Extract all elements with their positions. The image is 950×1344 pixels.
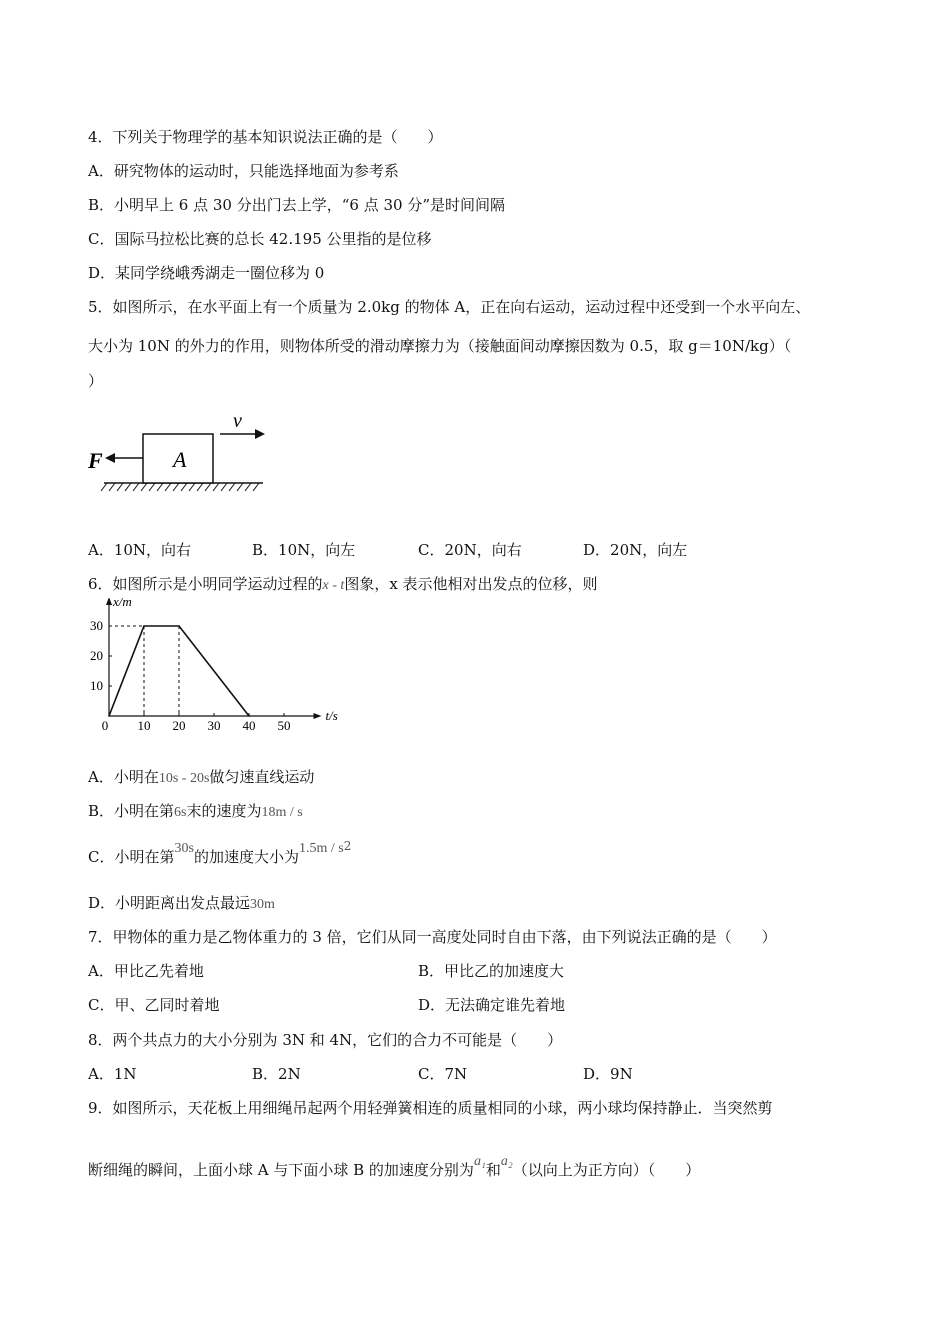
- q8-stem: 8．两个共点力的大小分别为 3N 和 4N，它们的合力不可能是（ ）: [88, 1031, 563, 1049]
- q6-option-b: [88, 801, 303, 823]
- q4-option-b: B．小明早上 6 点 30 分出门去上学，“6 点 30 分”是时间间隔: [88, 196, 505, 214]
- x-tick-label: 30: [207, 718, 221, 733]
- q8-option-d: D．9N: [583, 1065, 633, 1083]
- q6-option-b-value: 18m / s: [261, 805, 303, 820]
- xt-data-point: [143, 625, 145, 627]
- q9-stem-line1: 9．如图所示，天花板上用细绳吊起两个用轻弹簧相连的质量相同的小球，两小球均保持静止．当突然剪: [88, 1099, 773, 1117]
- q9-stem-line2-pre: 断细绳的瞬间，上面小球 A 与下面小球 B 的加速度分别为: [88, 1161, 474, 1179]
- force-label: F: [88, 448, 103, 473]
- q6-stem-symbol: x - t: [322, 578, 345, 593]
- y-tick-label: 10: [90, 678, 103, 693]
- q6-option-a-text: A．小明在: [88, 768, 159, 786]
- q5-stem-line3: ）: [88, 372, 104, 390]
- q8-option-b: B．2N: [252, 1065, 301, 1083]
- velocity-label: v: [233, 410, 242, 432]
- q5-stem-line1: 5．如图所示，在水平面上有一个质量为 2.0kg 的物体 A，正在向右运动，运动过程中还受到一个水平向左、: [88, 298, 811, 316]
- q4-option-c: C．国际马拉松比赛的总长 42.195 公里指的是位移: [88, 230, 432, 248]
- x-axis-label: t/s: [325, 708, 338, 723]
- q7-stem: 7．甲物体的重力是乙物体重力的 3 倍，它们从同一高度处同时自由下落，由下列说法正确的是（ ）: [88, 928, 777, 946]
- q6-option-c-text: C．小明在第: [88, 848, 175, 866]
- q6-option-d-symbol: 30m: [250, 897, 275, 912]
- block-a-label: A: [173, 447, 187, 472]
- q9-stem-line2: [88, 1154, 701, 1182]
- q8-option-c: C．7N: [418, 1065, 468, 1083]
- q8-option-a: A．1N: [88, 1065, 137, 1083]
- q7-option-b: B．甲比乙的加速度大: [418, 962, 565, 980]
- x-tick-label: 0: [101, 718, 109, 733]
- q5-option-b: B．10N，向左: [252, 541, 356, 559]
- y-tick-label: 30: [90, 618, 103, 633]
- q6-option-a-symbol: 10s - 20s: [158, 771, 210, 786]
- x-tick-label: 10: [137, 718, 151, 733]
- y-tick-label: 20: [90, 648, 103, 663]
- x-tick-label: 40: [242, 718, 256, 733]
- q9-a1-symbol: a₁: [473, 1154, 486, 1169]
- q5-option-a: A．10N，向右: [88, 541, 192, 559]
- q9-and: 和: [485, 1161, 501, 1179]
- q6-stem: [88, 574, 598, 596]
- x-axis-arrow: [314, 713, 322, 719]
- xt-data-point: [108, 715, 110, 717]
- q6-option-c-symbol: 30s: [174, 841, 194, 856]
- y-axis-arrow: [106, 598, 112, 605]
- q6-stem-pre: 6．如图所示是小明同学运动过程的: [88, 575, 323, 593]
- q9-stem-line2-post: （以向上为正方向）（ ）: [512, 1161, 701, 1179]
- q4-option-d: D．某同学绕峨秀湖走一圈位移为 0: [88, 264, 325, 282]
- q6-option-c-mid: 的加速度大小为: [193, 848, 299, 866]
- q6-option-c: [88, 839, 352, 869]
- q5-option-c: C．20N，向右: [418, 541, 522, 559]
- q5-option-d: D．20N，向左: [583, 541, 688, 559]
- q7-option-c: C．甲、乙同时着地: [88, 996, 220, 1014]
- q4-stem: 4．下列关于物理学的基本知识说法正确的是（ ）: [88, 128, 443, 146]
- q9-a2-symbol: a₂: [500, 1154, 513, 1169]
- x-tick-label: 20: [172, 718, 186, 733]
- q6-option-d-text: D．小明距离出发点最远: [88, 894, 251, 912]
- xt-data-point: [248, 715, 250, 717]
- q6-option-b-mid: 末的速度为: [186, 802, 262, 820]
- q6-stem-post: 图象，x 表示他相对出发点的位移，则: [344, 575, 598, 593]
- xt-graph: [82, 598, 352, 738]
- q5-stem-line2: 大小为 10N 的外力的作用，则物体所受的滑动摩擦力为（接触面间动摩擦因数为 0.5，取 g＝10N/kg）（: [88, 337, 792, 355]
- x-tick-label: 50: [277, 718, 291, 733]
- q7-option-d: D．无法确定谁先着地: [418, 996, 566, 1014]
- q6-option-a-tail: 做匀速直线运动: [209, 768, 315, 786]
- y-axis-label: x/m: [113, 598, 132, 609]
- q4-option-a: A．研究物体的运动时，只能选择地面为参考系: [88, 162, 399, 180]
- q5-block-diagram: [85, 405, 275, 495]
- q6-option-b-text: B．小明在第: [88, 802, 175, 820]
- q6-option-c-exponent: 2: [343, 839, 352, 853]
- q7-option-a: A．甲比乙先着地: [88, 962, 204, 980]
- q6-option-b-symbol: 6s: [174, 805, 187, 820]
- q6-option-c-value: 1.5m / s: [298, 841, 344, 856]
- q6-option-a: [88, 767, 314, 789]
- q6-option-d: [88, 893, 275, 915]
- xt-data-point: [178, 625, 180, 627]
